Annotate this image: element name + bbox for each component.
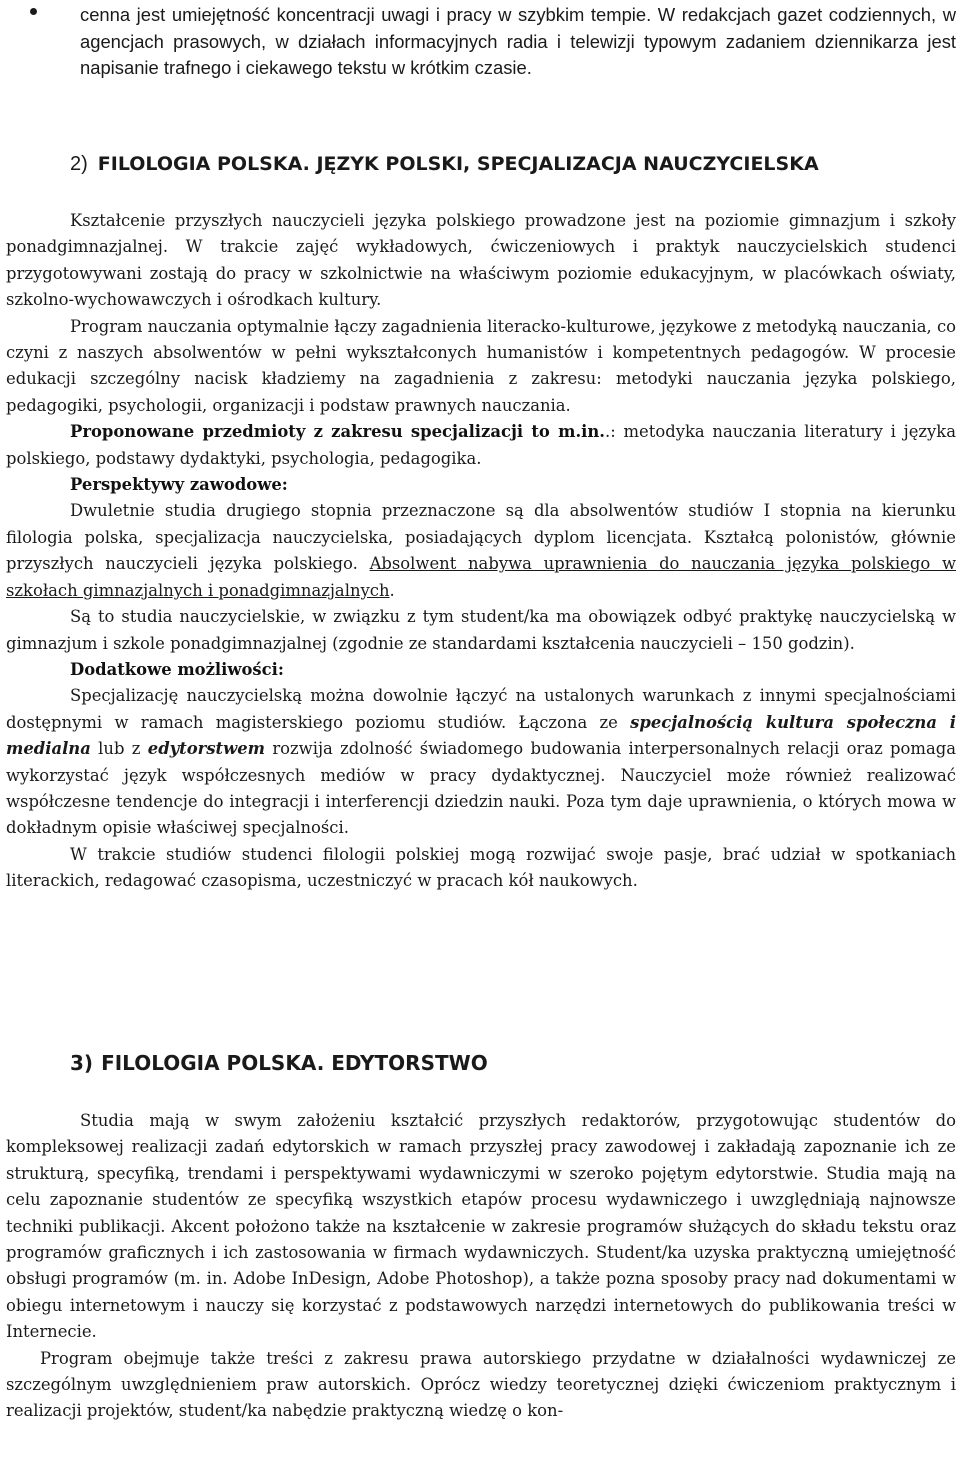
section-3-heading bbox=[70, 1048, 488, 1078]
s2-extra-text-b: lub z bbox=[90, 739, 148, 759]
section-2-heading bbox=[70, 150, 819, 178]
s2-subjects-label: Proponowane przedmioty z zakresu specjalizacji to m.in. bbox=[70, 422, 606, 442]
s3-paragraph-2: Program obejmuje także treści z zakresu prawa autorskiego przydatne w działalności wydawniczej ze szczególnym uwzględnieniem praw autorskich. Oprócz wiedzy teoretycznej dzięki ćwiczeniom praktycznym i realizacji projektów, student/ka nabędzie praktyczną wiedzę o kon- bbox=[6, 1348, 956, 1421]
s2-prospects-underlined: Absolwent nabywa uprawnienia do nauczania języka polskiego w szkołach gimnazjalnych i ponadgimnazjalnych bbox=[6, 554, 956, 600]
s2-paragraph-5 bbox=[6, 498, 956, 604]
section-3-title: FILOLOGIA POLSKA. EDYTORSTWO bbox=[101, 1051, 488, 1075]
section-2-body bbox=[6, 208, 956, 895]
s2-paragraph-7 bbox=[6, 657, 956, 683]
section-2-title: FILOLOGIA POLSKA. JĘZYK POLSKI, SPECJALIZACJA NAUCZYCIELSKA bbox=[97, 153, 819, 175]
s2-paragraph-8 bbox=[6, 683, 956, 841]
s2-prospects-end: . bbox=[389, 580, 395, 600]
bullet-icon bbox=[30, 8, 37, 15]
s2-paragraph-4 bbox=[6, 472, 956, 498]
s2-prospects-text: Dwuletnie studia drugiego stopnia przeznaczone są dla absolwentów studiów I stopnia na kierunku filologia polska, specjalizacja nauczycielska, posiadających dyplom licencjata. Kształcą polonistów, głównie przyszłych nauczycieli języka polskiego. bbox=[6, 501, 956, 574]
s2-extra-text-c: rozwija zdolność świadomego budowania interpersonalnych relacji oraz pomaga wykorzystać język współczesnych mediów w pracy dydaktycznej. Nauczyciel może również realizować współczesne tendencje do integracji i interferencji dziedzin nauki. Poza tym daje uprawnienia, o których mowa w dokładnym opisie właściwej specjalności. bbox=[6, 739, 956, 838]
s2-paragraph-1: Kształcenie przyszłych nauczycieli języka polskiego prowadzone jest na poziomie gimnazjum i szkoły ponadgimnazjalnej. W trakcie zajęć wykładowych, ćwiczeniowych i praktyk nauczycielskich studenci przygotowywani zostają do pracy w szkolnictwie na właściwym poziomie edukacyjnym, w placówkach oświaty, szkolno-wychowawczych i ośrodkach kultury. bbox=[6, 211, 956, 310]
s2-paragraph-3 bbox=[6, 419, 956, 472]
s3-paragraph-1: Studia mają w swym założeniu kształcić przyszłych redaktorów, przygotowując studentów do kompleksowej realizacji zadań edytorskich w ramach przyszłej pracy zawodowej i zakładają zapoznanie ich ze strukturą, specyfiką, trendami i perspektywami wydawniczymi w szeroko pojętym edytorstwie. Studia mają na celu zapoznanie studentów ze specyfiką wszystkich etapów procesu wydawniczego i uwzględniają najnowsze techniki publikacji. Akcent położono także na kształcenie w zakresie programów służących do składu tekstu oraz programów graficznych i ich zastosowania w firmach wydawniczych. Student/ka uzyska praktyczną umiejętność obsługi programów (m. in. Adobe InDesign, Adobe Photoshop), a także pozna sposoby pracy nad dokumentami w obiegu internetowym i nauczy się korzystać z podstawowych narzędzi internetowych do publikowania treści w Internecie. bbox=[6, 1111, 956, 1342]
s2-extra-label: Dodatkowe możliwości: bbox=[70, 659, 284, 679]
s2-extra-emphasis-1: specjalnością kultura społeczna i medialna bbox=[6, 712, 956, 759]
s2-extra-text-a: Specjalizację nauczycielską można dowolnie łączyć na ustalonych warunkach z innymi specjalnościami dostępnymi w ramach magisterskiego poziomu studiów. Łączona ze bbox=[6, 686, 956, 732]
section-2-number: 2) bbox=[70, 153, 88, 175]
s2-paragraph-9: W trakcie studiów studenci filologii polskiej mogą rozwijać swoje pasje, brać udział w spotkaniach literackich, redagować czasopisma, uczestniczyć w pracach kół naukowych. bbox=[6, 844, 956, 891]
s2-subjects-text: .: metodyka nauczania literatury i języka polskiego, podstawy dydaktyki, psychologia, pedagogika. bbox=[6, 422, 956, 468]
s2-extra-emphasis-2: edytorstwem bbox=[147, 739, 265, 759]
s2-paragraph-6: Są to studia nauczycielskie, w związku z tym student/ka ma obowiązek odbyć praktykę nauczycielską w gimnazjum i szkole ponadgimnazjalnej (zgodnie ze standardami kształcenia nauczycieli – 150 godzin). bbox=[6, 607, 956, 653]
section-3-body bbox=[6, 1108, 956, 1425]
section-3-number: 3) bbox=[70, 1051, 94, 1075]
s2-prospects-label: Perspektywy zawodowe: bbox=[70, 475, 288, 495]
s2-paragraph-2: Program nauczania optymalnie łączy zagadnienia literacko-kulturowe, językowe z metodyką nauczania, co czyni z naszych absolwentów w pełni wykształconych humanistów i kompetentnych pedagogów. W procesie edukacji szczególny nacisk kładziemy na zagadnienia z zakresu: metodyki nauczania języka polskiego, pedagogiki, psychologii, organizacji i podstaw prawnych nauczania. bbox=[6, 316, 956, 415]
bullet-text: cenna jest umiejętność koncentracji uwagi i pracy w szybkim tempie. W redakcjach gazet codziennych, w agencjach prasowych, w działach informacyjnych radia i telewizji typowym zadaniem dziennikarza jest napisanie trafnego i ciekawego tekstu w krótkim czasie. bbox=[80, 4, 956, 78]
